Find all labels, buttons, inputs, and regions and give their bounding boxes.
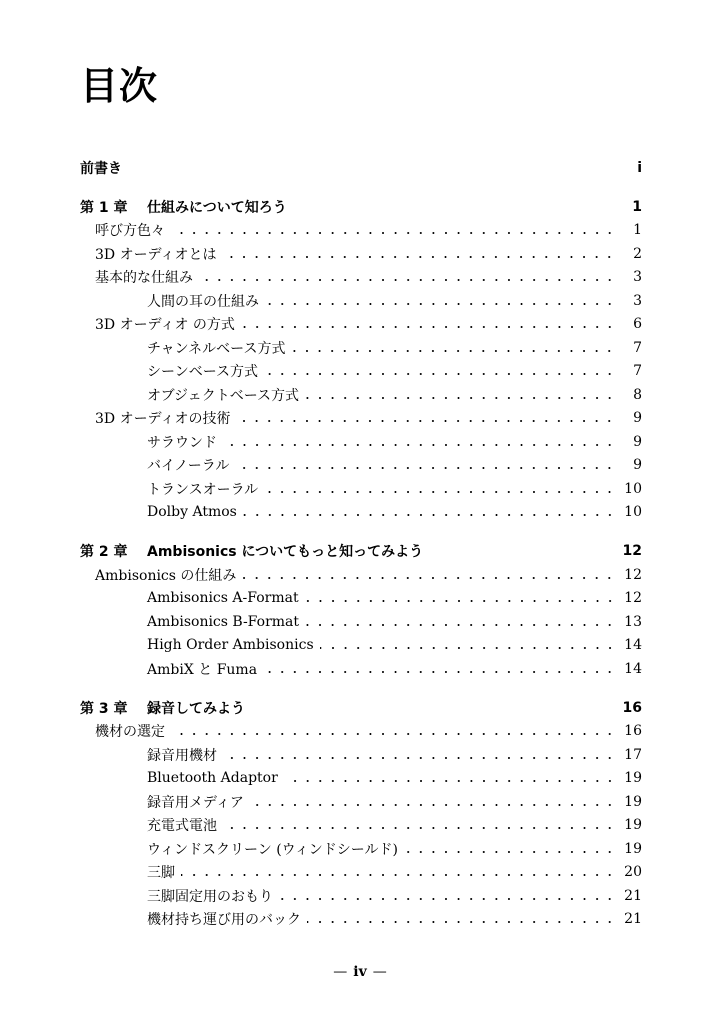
toc-entry-page: 9 [633, 410, 642, 427]
dot-leader [243, 508, 616, 522]
toc-entry-title: 機材の選定 [80, 721, 169, 741]
toc-entry[interactable] [80, 720, 642, 744]
dot-leader [264, 485, 616, 499]
chapter-page: 16 [622, 699, 642, 716]
toc-entry[interactable] [80, 767, 642, 791]
toc-entry[interactable] [80, 610, 642, 634]
toc-entry[interactable] [80, 313, 642, 337]
toc-entry-page: 3 [633, 269, 642, 286]
toc-entry-page: 21 [624, 887, 642, 904]
toc-entry-page: 9 [633, 433, 642, 450]
toc-entry-title: 人間の耳の仕組み [80, 291, 263, 311]
toc-entry-title: 3D オーディオ の方式 [80, 314, 239, 334]
dot-leader [279, 892, 616, 906]
toc-entry-title: 録音用メディア [80, 792, 248, 812]
toc-entry[interactable] [80, 430, 642, 454]
toc-entry[interactable] [80, 743, 642, 767]
dot-leader [222, 250, 616, 264]
dot-leader [291, 344, 616, 358]
dot-leader [305, 618, 616, 632]
toc-entry-page: 20 [624, 864, 642, 881]
toc-entry-title: 三脚 [80, 862, 179, 882]
toc-entry-title: Ambisonics A-Format [80, 590, 303, 606]
dot-leader [404, 845, 616, 859]
chapter-number: 第 3 章 [80, 700, 128, 717]
dot-leader [264, 367, 616, 381]
toc-entry-page: 6 [633, 316, 642, 333]
toc-entry-title: 機材持ち運び用のバック [80, 909, 305, 929]
toc-entry-page: 9 [633, 457, 642, 474]
table-of-contents [80, 156, 642, 931]
page-footer [0, 964, 720, 980]
toc-entry-page: 17 [624, 746, 642, 763]
toc-entry[interactable] [80, 587, 642, 611]
toc-entry-title: シーンベース方式 [80, 361, 262, 381]
toc-entry-title: バイノーラル [80, 455, 233, 475]
toc-entry-page: 21 [624, 911, 642, 928]
dot-leader [171, 226, 616, 240]
toc-entry[interactable] [80, 634, 642, 658]
dot-leader [242, 571, 616, 585]
chapter-page: 1 [632, 198, 642, 215]
dot-leader [223, 751, 616, 765]
toc-entry-page: 19 [624, 817, 642, 834]
toc-entry[interactable] [80, 563, 642, 587]
dot-leader [236, 414, 616, 428]
toc-entry[interactable] [80, 908, 642, 932]
dot-leader [320, 641, 616, 655]
chapter-title: 仕組みについて知ろう [147, 197, 291, 217]
toc-entry[interactable] [80, 477, 642, 501]
toc-entry[interactable] [80, 289, 642, 313]
dot-leader [250, 798, 616, 812]
toc-entry-title: トランスオーラル [80, 479, 262, 499]
toc-entry[interactable] [80, 884, 642, 908]
toc-entry-page: 19 [624, 770, 642, 787]
toc-entry[interactable] [80, 837, 642, 861]
toc-entry-title: 呼び方色々 [80, 220, 169, 240]
toc-entry[interactable] [80, 219, 642, 243]
toc-entry-title: 3D オーディオとは [80, 244, 220, 264]
toc-entry-page: 19 [624, 840, 642, 857]
toc-entry-title: Ambisonics の仕組み [80, 565, 240, 585]
toc-entry[interactable] [80, 657, 642, 681]
toc-entry-page: 10 [624, 504, 642, 521]
toc-chapter-1[interactable] [80, 195, 642, 219]
toc-entry-title: AmbiX と Fuma [80, 659, 261, 679]
dot-leader [263, 665, 616, 679]
chapter-page: 12 [622, 543, 642, 560]
toc-entry-page: 8 [633, 386, 642, 403]
footer-dash-right: — [372, 964, 387, 980]
toc-entry-title: サラウンド [80, 432, 221, 452]
dot-leader [235, 461, 616, 475]
toc-entry-page: 19 [624, 793, 642, 810]
toc-entry[interactable] [80, 242, 642, 266]
toc-entry-page: 3 [633, 292, 642, 309]
toc-entry-title: Bluetooth Adaptor [80, 770, 282, 786]
toc-entry-page: 16 [624, 723, 642, 740]
toc-entry[interactable] [80, 266, 642, 290]
dot-leader [305, 594, 616, 608]
toc-entry-page: 13 [624, 613, 642, 630]
toc-entry-page: 14 [624, 637, 642, 654]
toc-entry-page: 7 [633, 339, 642, 356]
dot-leader [241, 320, 616, 334]
toc-entry-title: 録音用機材 [80, 745, 221, 765]
toc-entry-page: 14 [624, 660, 642, 677]
toc-entry-title: High Order Ambisonics [80, 637, 318, 653]
toc-entry-title: 三脚固定用のおもり [80, 886, 277, 906]
footer-dash-left: — [333, 964, 348, 980]
toc-entry-title: Ambisonics B-Format [80, 614, 303, 630]
toc-entry-title: 充電式電池 [80, 815, 221, 835]
toc-entry-page: i [637, 159, 642, 176]
toc-entry[interactable] [80, 383, 642, 407]
toc-entry[interactable] [80, 360, 642, 384]
page-title: 目次 [80, 64, 159, 108]
dot-leader [265, 297, 616, 311]
toc-entry-page: 2 [633, 245, 642, 262]
dot-leader [305, 391, 616, 405]
chapter-title: Ambisonics についてもっと知ってみよう [147, 541, 427, 561]
dot-leader [284, 774, 616, 788]
dot-leader [223, 438, 616, 452]
toc-entry-page: 12 [624, 566, 642, 583]
toc-entry-title: チャンネルベース方式 [80, 338, 289, 358]
chapter-number: 第 1 章 [80, 199, 128, 216]
toc-entry[interactable] [80, 336, 642, 360]
dot-leader [199, 273, 616, 287]
toc-chapter-2[interactable] [80, 540, 642, 564]
toc-entry-title: オブジェクトベース方式 [80, 385, 303, 405]
chapter-title: 録音してみよう [147, 698, 249, 718]
toc-entry[interactable] [80, 790, 642, 814]
dot-leader [181, 868, 616, 882]
toc-chapter-3[interactable] [80, 696, 642, 720]
toc-entry[interactable] [80, 454, 642, 478]
toc-entry-title: 基本的な仕組み [80, 267, 197, 287]
toc-entry[interactable] [80, 861, 642, 885]
dot-leader [171, 727, 616, 741]
toc-entry-preface[interactable] [80, 156, 642, 180]
toc-entry-title: 3D オーディオの技術 [80, 408, 234, 428]
chapter-number: 第 2 章 [80, 544, 128, 561]
toc-entry-page: 10 [624, 480, 642, 497]
toc-entry[interactable] [80, 814, 642, 838]
toc-entry-title: ウィンドスクリーン (ウィンドシールド) [80, 839, 402, 859]
toc-entry-page: 1 [633, 222, 642, 239]
dot-leader [223, 821, 616, 835]
toc-entry-page: 7 [633, 363, 642, 380]
toc-entry-title: Dolby Atmos [80, 504, 241, 520]
toc-entry[interactable] [80, 407, 642, 431]
toc-entry-page: 12 [624, 590, 642, 607]
toc-entry[interactable] [80, 501, 642, 525]
dot-leader [307, 915, 616, 929]
footer-page-number: iv [353, 964, 367, 980]
toc-entry-title: 前書き [80, 158, 126, 178]
